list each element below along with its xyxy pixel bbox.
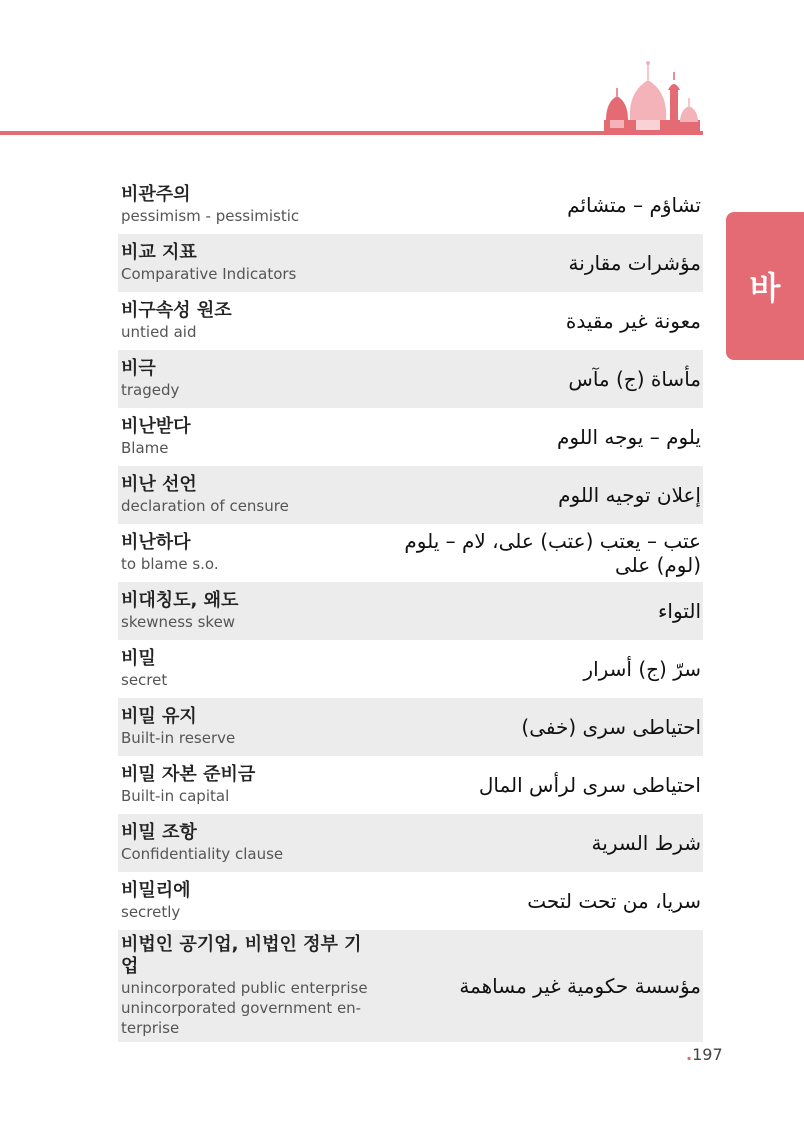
arabic-term: احتياطى سرى لرأس المال bbox=[478, 773, 701, 797]
korean-term: 비대칭도, 왜도 bbox=[121, 590, 239, 611]
glossary-entry bbox=[118, 698, 703, 756]
arabic-term: التواء bbox=[658, 599, 701, 623]
english-term: skewness skew bbox=[121, 613, 236, 631]
arabic-term: مؤسسة حكومية غير مساهمة bbox=[459, 974, 701, 998]
glossary-entry bbox=[118, 756, 703, 814]
korean-term: 비난받다 bbox=[121, 416, 191, 437]
arabic-term: عتب – يعتب (عتب) على، لام – يلوم (لوم) على bbox=[404, 529, 701, 577]
mosque-illustration bbox=[600, 58, 704, 134]
glossary-table bbox=[118, 176, 703, 1042]
english-term: declaration of censure bbox=[121, 497, 289, 515]
page-number-value: 197 bbox=[692, 1045, 723, 1064]
korean-term: 비밀 자본 준비금 bbox=[121, 764, 256, 785]
arabic-term: مؤشرات مقارنة bbox=[568, 251, 701, 275]
arabic-term: مأساة (ج) مآس bbox=[568, 367, 701, 391]
english-term: Built-in reserve bbox=[121, 729, 236, 747]
glossary-entry bbox=[118, 350, 703, 408]
glossary-entry bbox=[118, 872, 703, 930]
glossary-entry bbox=[118, 176, 703, 234]
korean-term: 비난하다 bbox=[121, 532, 191, 553]
english-term: Built-in capital bbox=[121, 787, 230, 805]
korean-term: 비난 선언 bbox=[121, 474, 197, 495]
glossary-entry bbox=[118, 234, 703, 292]
glossary-entry bbox=[118, 408, 703, 466]
page-number-dot: . bbox=[686, 1045, 693, 1064]
section-tab-label: 바 bbox=[749, 269, 781, 307]
korean-term: 비법인 공기업, 비법인 정부 기업 bbox=[121, 934, 362, 977]
glossary-entry bbox=[118, 524, 703, 582]
section-tab[interactable] bbox=[726, 212, 804, 360]
english-term: tragedy bbox=[121, 381, 180, 399]
arabic-term: سريا، من تحت لتحت bbox=[527, 889, 701, 913]
header-rule bbox=[0, 131, 703, 135]
korean-term: 비밀리에 bbox=[121, 880, 191, 901]
korean-term: 비밀 조항 bbox=[121, 822, 197, 843]
english-term: Comparative Indicators bbox=[121, 265, 297, 283]
korean-term: 비교 지표 bbox=[121, 242, 197, 263]
english-term: untied aid bbox=[121, 323, 197, 341]
english-term: terprise bbox=[121, 1019, 180, 1037]
korean-term: 비구속성 원조 bbox=[121, 300, 232, 321]
korean-term: 비밀 유지 bbox=[121, 706, 197, 727]
english-term: Blame bbox=[121, 439, 169, 457]
arabic-term: تشاؤم – متشائم bbox=[567, 193, 701, 217]
korean-term: 비밀 bbox=[121, 648, 156, 669]
korean-term: 비극 bbox=[121, 358, 156, 379]
english-term: secretly bbox=[121, 903, 181, 921]
arabic-term: احتياطى سرى (خفى) bbox=[521, 715, 701, 739]
english-term: Confidentiality clause bbox=[121, 845, 284, 863]
glossary-entry bbox=[118, 930, 703, 1042]
english-term: unincorporated government en- bbox=[121, 999, 362, 1017]
glossary-entry bbox=[118, 640, 703, 698]
arabic-term: يلوم – يوجه اللوم bbox=[557, 425, 701, 449]
english-term: to blame s.o. bbox=[121, 555, 219, 573]
glossary-entry bbox=[118, 292, 703, 350]
arabic-term: معونة غير مقيدة bbox=[565, 309, 701, 333]
glossary-entry bbox=[118, 814, 703, 872]
arabic-term: شرط السرية bbox=[591, 831, 701, 855]
english-term: pessimism - pessimistic bbox=[121, 207, 300, 225]
page-number bbox=[686, 1045, 723, 1064]
arabic-term: سرّ (ج) أسرار bbox=[583, 657, 701, 681]
korean-term: 비관주의 bbox=[121, 184, 191, 205]
english-term: secret bbox=[121, 671, 168, 689]
english-term: unincorporated public enterprise bbox=[121, 979, 368, 997]
arabic-term: إعلان توجيه اللوم bbox=[558, 483, 701, 507]
glossary-entry bbox=[118, 466, 703, 524]
glossary-entry bbox=[118, 582, 703, 640]
